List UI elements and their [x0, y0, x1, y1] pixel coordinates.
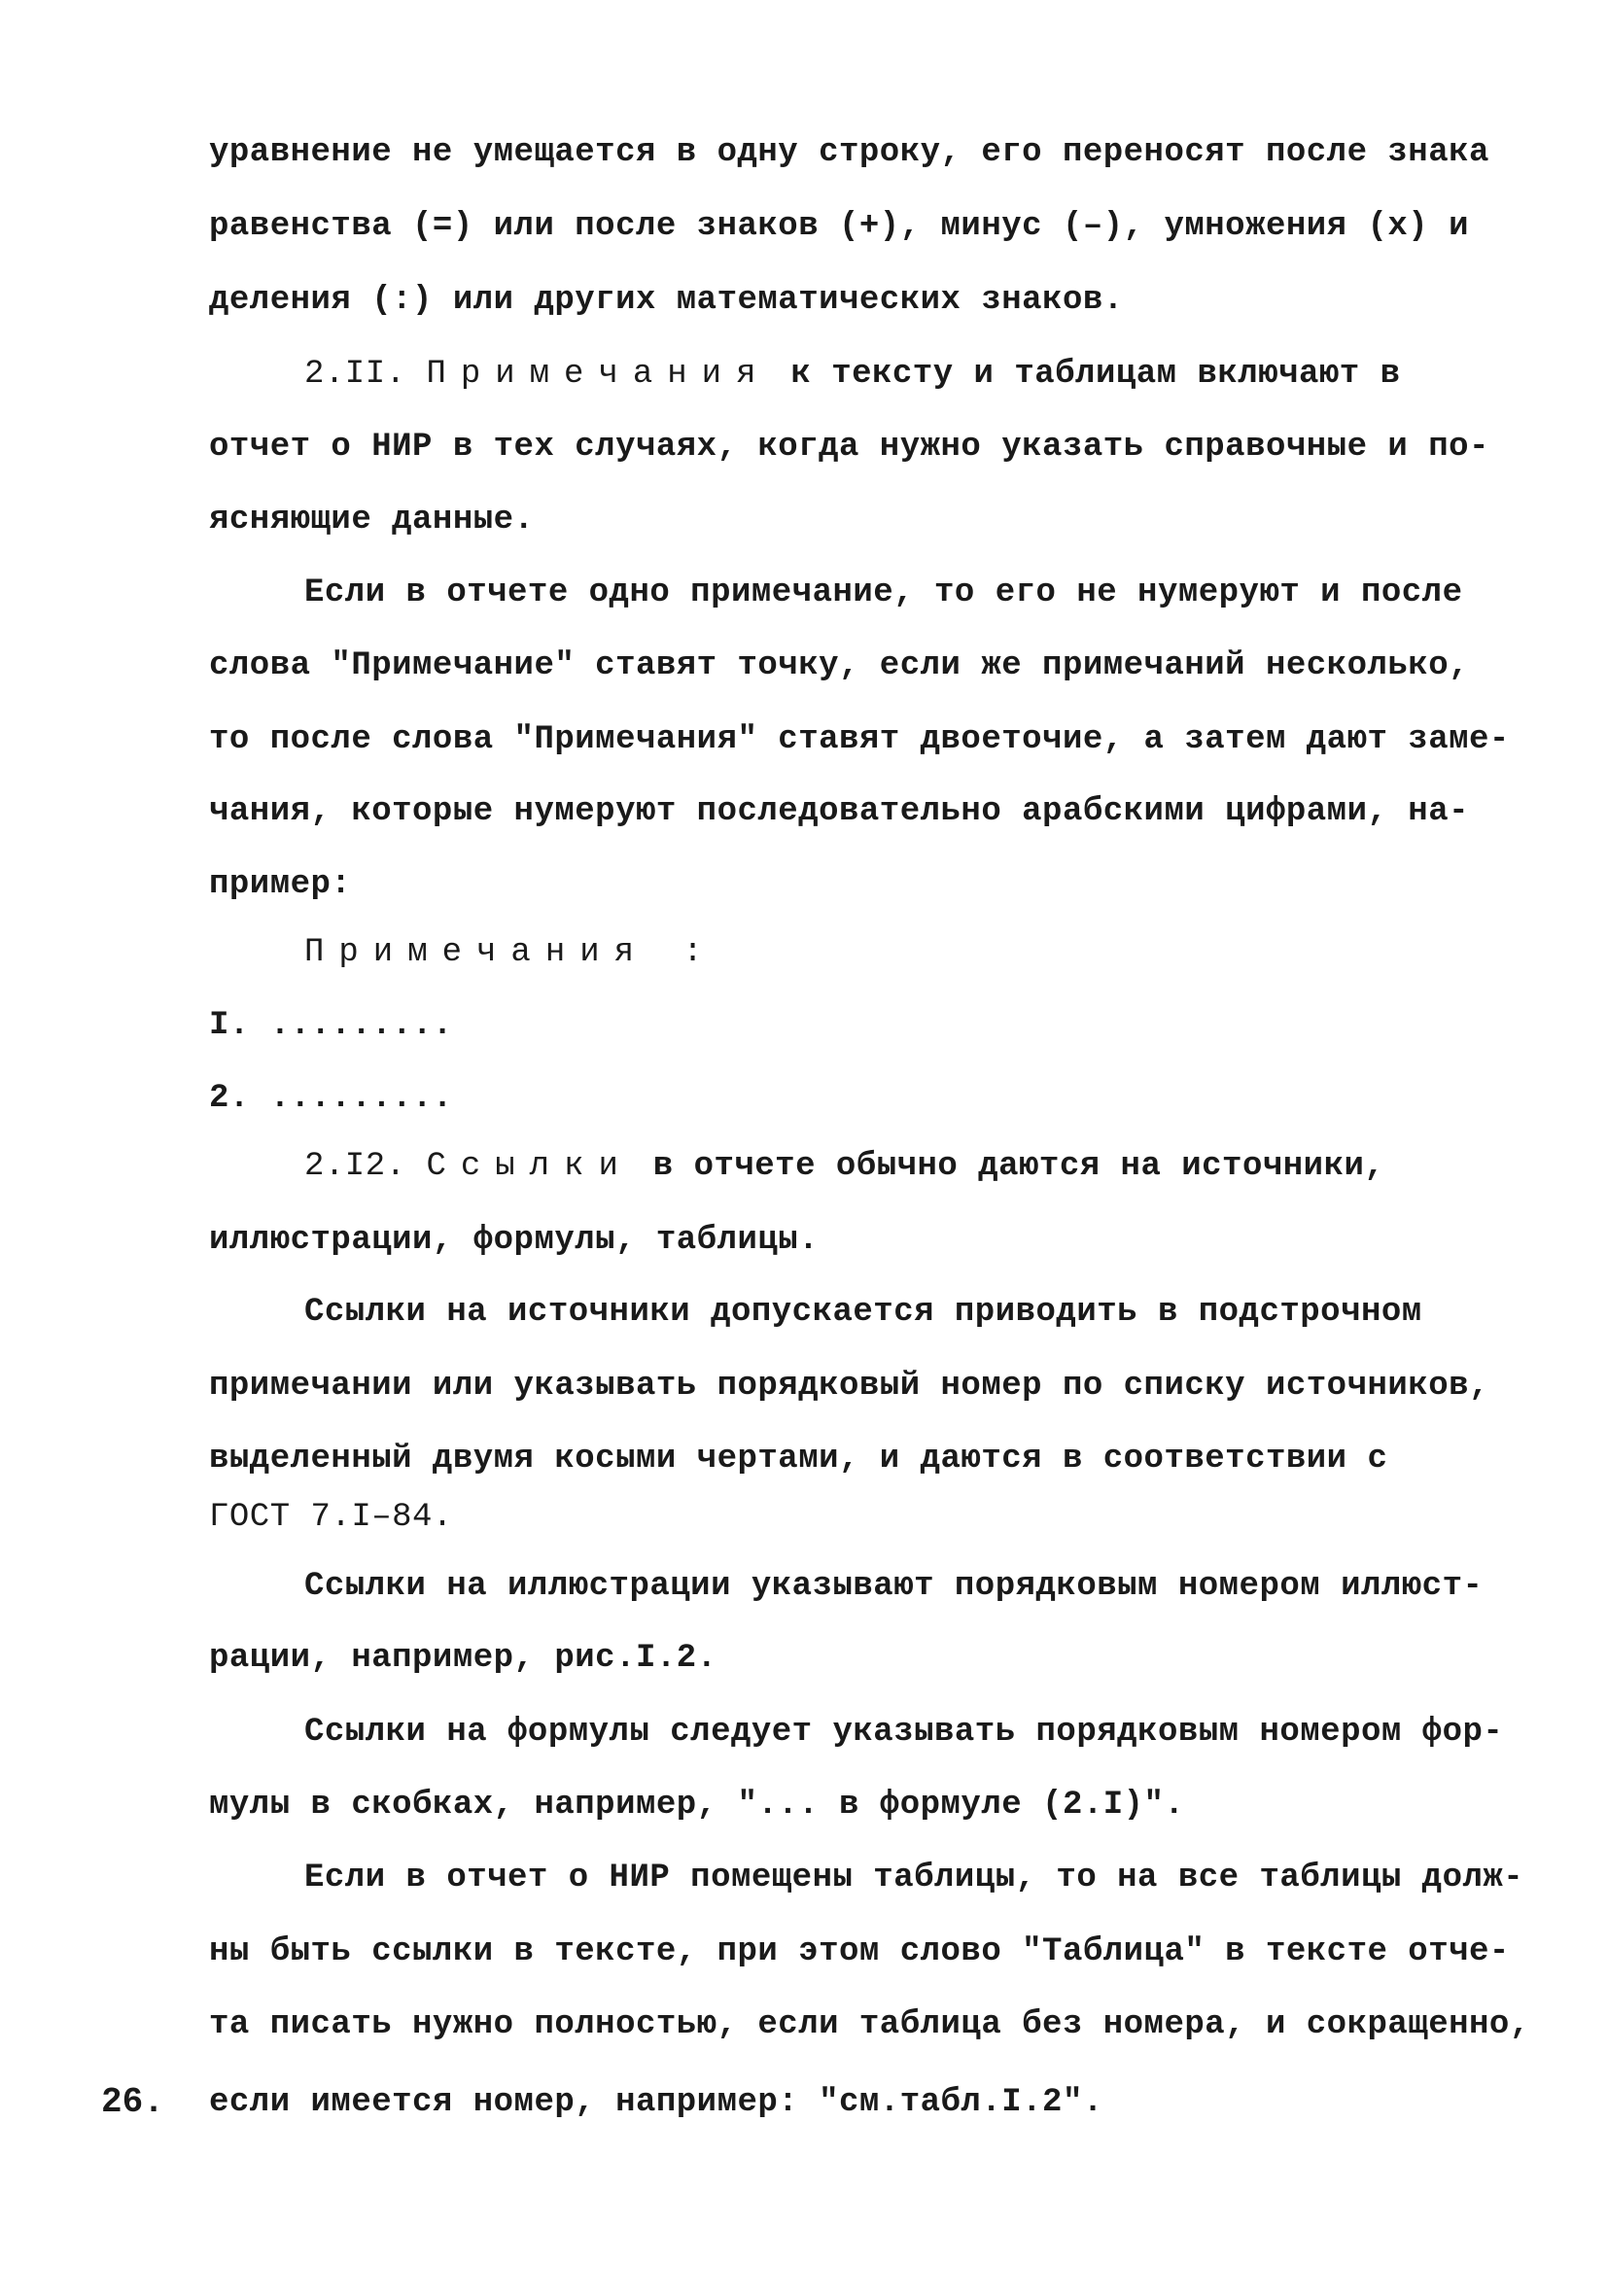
text-fragment: в отчете обычно даются на источники,: [652, 1148, 1385, 1185]
text-line: ясняющие данные.: [209, 502, 535, 539]
text-line: Ссылки на иллюстрации указывают порядковым номером иллюст-: [304, 1568, 1484, 1605]
text-line: рации, например, рис.I.2.: [209, 1640, 717, 1677]
page-number: 26.: [101, 2082, 164, 2122]
list-item: I. .........: [209, 1007, 453, 1044]
text-line: отчет о НИР в тех случаях, когда нужно указать справочные и по-: [209, 429, 1489, 466]
text-line: слова "Примечание" ставят точку, если же примечаний несколько,: [209, 647, 1470, 684]
text-line: ны быть ссылки в тексте, при этом слово "Таблица" в тексте отче-: [209, 1933, 1510, 1970]
text-line: пример:: [209, 866, 352, 903]
spaced-heading-word: Ссылки: [426, 1148, 633, 1185]
text-line: Если в отчете одно примечание, то его не нумеруют и после: [304, 574, 1463, 611]
text-line: выделенный двумя косыми чертами, и даются в соответствии с: [209, 1441, 1388, 1478]
text-line: иллюстрации, формулы, таблицы.: [209, 1222, 820, 1259]
text-line: если имеется номер, например: "см.табл.I.2".: [209, 2084, 1103, 2121]
text-line: Ссылки на формулы следует указывать порядковым номером фор-: [304, 1714, 1504, 1751]
text-line: уравнение не умещается в одну строку, его переносят после знака: [209, 134, 1489, 171]
section-number: 2.II.: [304, 356, 406, 393]
text-line: Ссылки на источники допускается приводить в подстрочном: [304, 1294, 1422, 1331]
section-2-11-heading-line: [304, 355, 1401, 394]
text-line: чания, которые нумеруют последовательно арабскими цифрами, на-: [209, 793, 1470, 830]
text-line: мулы в скобках, например, "... в формуле (2.I)".: [209, 1787, 1185, 1824]
notes-label: Примечания :: [304, 934, 717, 971]
list-item: 2. .........: [209, 1080, 453, 1117]
text-line: то после слова "Примечания" ставят двоеточие, а затем дают заме-: [209, 721, 1510, 758]
text-fragment: к тексту и таблицам включают в: [790, 356, 1401, 393]
text-line: та писать нужно полностью, если таблица без номера, и сокращенно,: [209, 2006, 1530, 2043]
spaced-heading-word: Примечания: [426, 356, 771, 393]
section-2-12-heading-line: [304, 1147, 1384, 1186]
text-line: равенства (=) или после знаков (+), минус (–), умножения (х) и: [209, 208, 1470, 245]
text-line: примечании или указывать порядковый номер по списку источников,: [209, 1368, 1489, 1405]
text-line: Если в отчет о НИР помещены таблицы, то на все таблицы долж-: [304, 1860, 1524, 1896]
text-line: деления (:) или других математических знаков.: [209, 282, 1124, 319]
section-number: 2.I2.: [304, 1148, 406, 1185]
text-line: ГОСТ 7.I–84.: [209, 1499, 453, 1536]
